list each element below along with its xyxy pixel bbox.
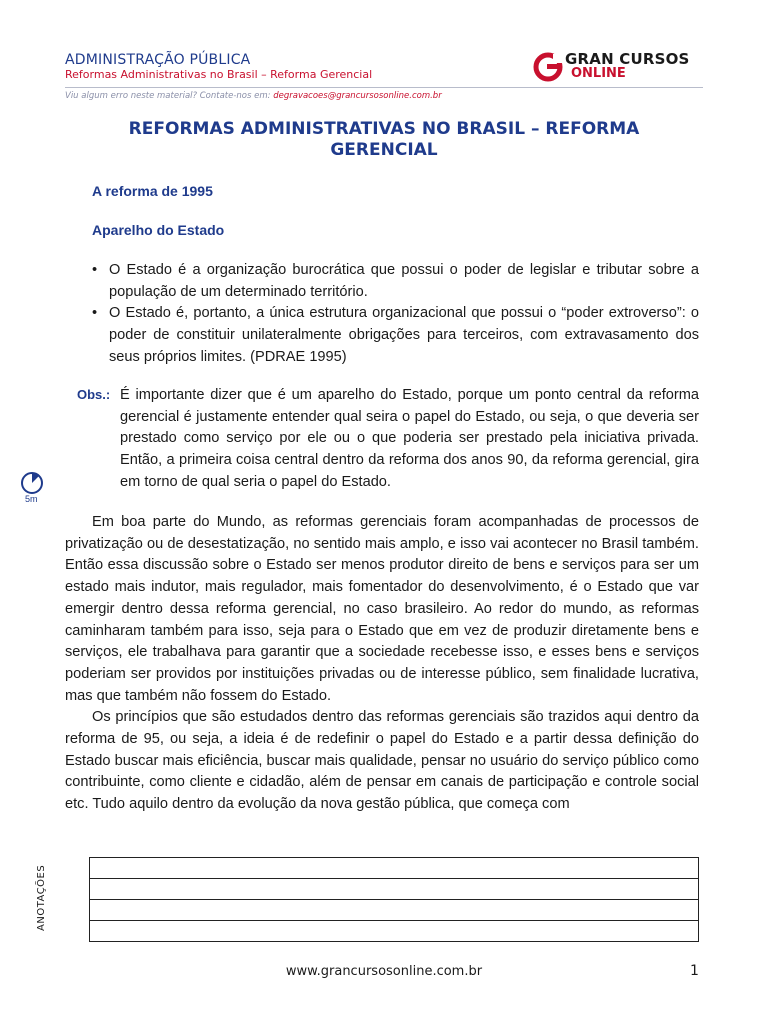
bullet-text: O Estado é, portanto, a única estrutura organizacional que possui o “poder extroverso”: o poder de constituir unilateralmente obrigações para terceiros, com extravasamento dos seus próprios limites. (PDRAE 1995) <box>109 305 699 365</box>
contact-email-link[interactable]: degravacoes@grancursosonline.com.br <box>273 91 442 101</box>
gran-g-logo-icon <box>533 52 563 82</box>
footer-url-link[interactable]: www.grancursosonline.com.br <box>285 964 483 979</box>
contact-line <box>65 91 442 101</box>
timer-label: 5m <box>25 494 38 504</box>
list-item <box>92 260 699 303</box>
section-heading-reforma-1995: A reforma de 1995 <box>92 183 213 199</box>
notes-line[interactable] <box>90 858 698 879</box>
subject-title: ADMINISTRAÇÃO PÚBLICA <box>65 52 251 68</box>
notes-line[interactable] <box>90 900 698 921</box>
body-text <box>65 512 699 816</box>
bullet-icon: • <box>92 262 98 278</box>
timer-icon <box>20 471 44 495</box>
notes-area[interactable] <box>89 857 699 942</box>
notes-line[interactable] <box>90 879 698 900</box>
header-divider <box>65 87 703 88</box>
topic-subtitle: Reformas Administrativas no Brasil – Reforma Gerencial <box>65 68 373 81</box>
observation-block <box>77 385 699 494</box>
paragraph: Em boa parte do Mundo, as reformas gerenciais foram acompanhadas de processos de privatização ou de desestatização, no sentido mais amplo, e isso vai acontecer no Brasil também. Então essa discussão sobre o Estado ser menos produtor direito de bens e serviços para ser um estado mais indutor, mais regulador, mais fomentador do desenvolvimento, é o Estado que var emergir dentro dessa reforma gerencial, no caso brasileiro. Ao redor do mundo, as reformas caminharam também para isso, seja para o Estado que em vez de produzir diretamente bens e serviços, ele trabalhava para garantir que a sociedade recebesse isso, e esses bens e serviços poderiam ser providos por instituições privadas ou de interesse público, sem finalidade lucrativa, mas que também não fossem do Estado. <box>65 514 699 704</box>
list-item <box>92 303 699 368</box>
bullet-list <box>92 260 699 369</box>
timer-marker <box>20 471 44 504</box>
paragraph: Os princípios que são estudados dentro das reformas gerenciais são trazidos aqui dentro da reforma de 95, ou seja, a ideia é de redefinir o papel do Estado e a partir dessa definição do Estado buscar mais eficiência, buscar mais qualidade, pensar no usuário do serviço público como contribuinte, como cliente e cidadão, além de pensar em canais de participação e controle social etc. Tudo aquilo dentro da evolução da nova gestão pública, que começa com <box>65 709 699 813</box>
notes-label: ANOTAÇÕES <box>36 864 47 931</box>
logo-text-gran-cursos: GRAN CURSOS <box>565 50 690 68</box>
bullet-text: O Estado é a organização burocrática que possui o poder de legislar e tributar sobre a população de um determinado território. <box>109 262 699 300</box>
page-header <box>65 52 372 82</box>
contact-prefix: Viu algum erro neste material? Contate-nos em: <box>65 91 274 101</box>
gran-cursos-logo <box>533 50 703 84</box>
obs-label: Obs.: <box>77 387 111 402</box>
obs-text: É importante dizer que é um aparelho do Estado, porque um ponto central da reforma gerencial é justamente entender qual seira o papel do Estado, ou seja, o que deveria ser prestado como serviço por ele ou o que poderia ser prestado pela iniciativa privada. Então, a primeira coisa central dentro da reforma dos anos 90, da reforma gerencial, gira em torno de qual seria o papel do Estado. <box>120 387 699 490</box>
notes-line[interactable] <box>90 921 698 942</box>
page-number: 1 <box>690 963 699 979</box>
document-title: REFORMAS ADMINISTRATIVAS NO BRASIL – REFORMA GERENCIAL <box>128 119 640 160</box>
logo-text-online: ONLINE <box>571 66 626 81</box>
bullet-icon: • <box>92 305 98 322</box>
section-heading-aparelho-estado: Aparelho do Estado <box>92 222 225 238</box>
